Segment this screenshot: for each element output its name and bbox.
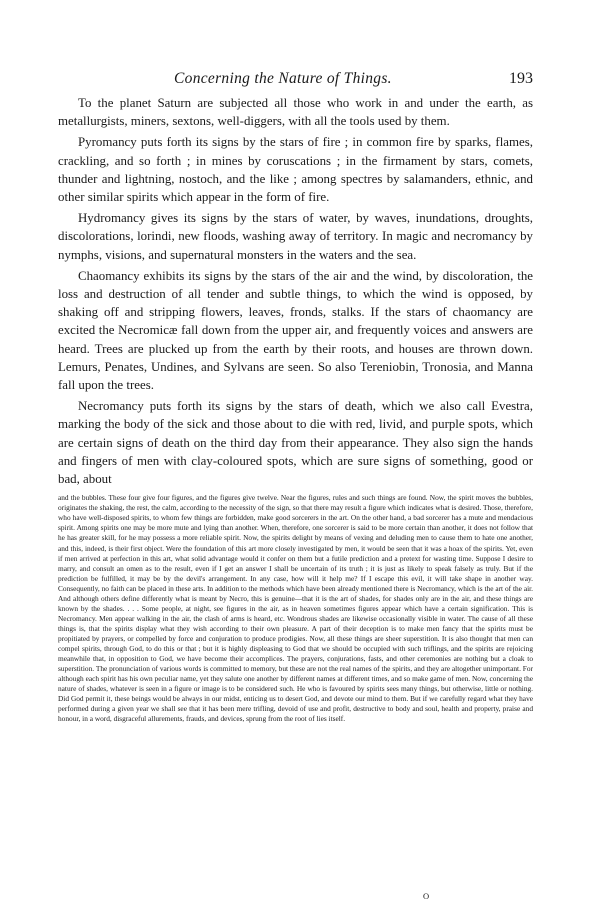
main-text: [58, 94, 533, 488]
paragraph-saturn: To the planet Saturn are subjected all those who work in and under the earth, as metallurgists, miners, sextons, well-diggers, with all the tools used by them.: [58, 96, 533, 129]
book-page: [58, 60, 533, 724]
signature-mark: O: [423, 891, 430, 901]
paragraph-chaomancy: Chaomancy exhibits its signs by the stars of the air and the wind, by discoloration, the loss and destruction of all tender and subtle things, to which the wind is opposed, by shaking off and stripping flowers, leaves, fronds, stalks. If the stars of chaomancy are excited the Necromicæ fall down from the upper air, and frequently voices and answers are heard. Trees are plucked up from the earth by their roots, and houses are thrown down. Lemurs, Penates, Undines, and Sylvans are seen. So also Tereniobin, Tronosia, and Manna fall upon the trees.: [58, 268, 533, 393]
paragraph-pyromancy: Pyromancy puts forth its signs by the stars of fire ; in common fire by sparks, flames, crackling, and so forth ; in mines by coruscations ; in the firmament by stars, comets, thunder and lightning, nostoch, and the like ; among spectres by salamanders, ethnic, and other similar spirits which appear in the form of fire.: [58, 135, 533, 205]
running-title: Concerning the Nature of Things.: [174, 70, 392, 87]
page-header: [58, 60, 533, 94]
page-number: 193: [509, 70, 533, 87]
footnote-text: and the bubbles. These four give four figures, and the figures give twelve. Near the figures, rules and such things are found. Now, the spirit moves the bubbles, originates the shaking, the rest, the calm, according to the necessity of the sign, so that there may result a figure which indicates what is desired. Those, therefore, who have well-disposed spirits, to whom few things are forbidden, make good sorcerers in the art. On the other hand, a bad sorcerer has a mute and mendacious spirit. Among spirits one may be more mute and lying than another. When, therefore, one sorcerer is said to be more certain than another, it does not follow that he has greater skill, for he may possess a more reliable spirit. Now, the spirits delight by means of vexing and deluding men to cause them to hate one another, and this, indeed, is their first object. Were the foundation of this art more closely investigated by men, it would be seen that it was a hoax of the spirits. Yet, even if men arrived at perfection in this art, what solid advantage would it confer on them but a futile prediction and a pretext for wasting time. Suppose I desire to marry, and consult an omen as to the result, even if I get an answer I shall be uncertain of its truth ; it is just as likely to speak falsely as truly. But if the prediction be fulfilled, it may be by the devil's arrangement. In any case, how will it help me? If I escape this evil, it will take shape in another way. Consequently, no faith can be placed in these arts. In addition to the methods which have been already mentioned there is Necromancy, which is the art of the air. And although others define differently what is meant by Necro, this is genuine—that it is the art of shades, for shades only are in the air, and these things are known by the shades. . . . Some people, at night, see figures in the air, as in heaven sometimes figures appear which have a certain signification. This is Necromancy. Men appear walking in the air, the clash of arms is heard, etc. Wondrous shades are likewise occasionally visible in water. The cause of all these things is, that the spirits display what they wish according to their own pleasure. A part of their deception is to make men fancy that the spirits must be propitiated by prayers, or compelled by force and conjuration to produce prodigies. Now, all these things are sheer superstition. It is also thought that men can compel spirits, through God, to do this or that ; but it is highly displeasing to God that we should be occupied with such triflings, and the spirits are rejoicing meanwhile that, in opposition to God, we have become their accomplices. The prayers, conjurations, fasts, and other ceremonies are nothing but a cloak to superstition. The pronunciation of various words is committed to memory, but these are not the real names of the spirits, and they are altogether unimportant. For although each spirit has his own peculiar name, yet they salute one another by different names at different times, and so make game of men. Now, concerning the nature of shades, whatever is seen in a figure or image is to be considered such. He who is favoured by spirits sees many things, but otherwise, little or nothing. Did God permit it, these beings would be always in our midst, enticing us to desert God, and devote our mind to them. But if we carefully regard what they have performed during a given year we shall see that it has been mere trifling, devoid of use and profit, destructive to body and soul, health and property, praise and honour, in a word, disgraceful allurements, frauds, and devices, sprung from the root of lies itself.: [58, 493, 533, 724]
paragraph-necromancy: Necromancy puts forth its signs by the stars of death, which we also call Evestra, marking the body of the sick and those about to die with red, livid, and purple spots, which are certain signs of death on the third day from their appearance. They also sign the hands and fingers of men with clay-coloured spots, which are sure signs of something, good or bad, about: [58, 399, 533, 487]
paragraph-hydromancy: Hydromancy gives its signs by the stars of water, by waves, inundations, droughts, discolorations, lorindi, new floods, washing away of territory. In magic and necromancy by nymphs, visions, and supernatural monsters in the waters and the sea.: [58, 211, 533, 262]
